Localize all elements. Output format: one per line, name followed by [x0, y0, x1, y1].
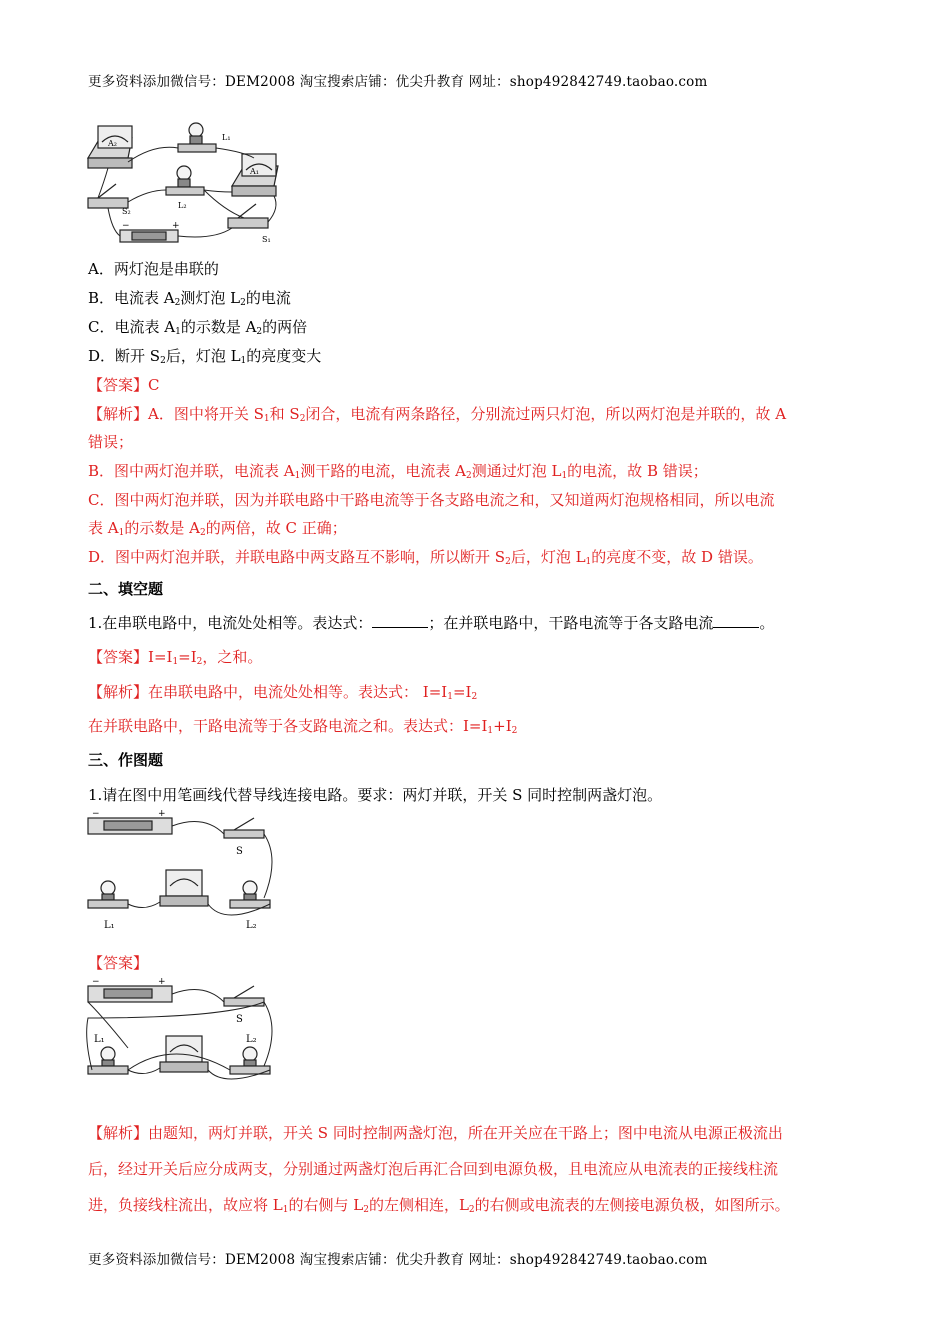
label-l1: L₁	[104, 920, 115, 931]
label-s1: S₁	[262, 235, 271, 244]
page-header: 更多资料添加微信号：DEM2008 淘宝搜索店铺：优尖升教育 网址：shop492842749.taobao.com	[88, 74, 708, 90]
bulb-l1	[178, 123, 216, 152]
switch-s2	[88, 184, 128, 208]
analysis-2-a: 【解析】在串联电路中，电流处处相等。表达式： $I=I_1=I_2$	[88, 683, 478, 702]
answer-3: 【答案】	[88, 954, 149, 972]
label-minus: −	[92, 978, 100, 987]
analysis-1-c-cont: 表 $A_1$的示数是 $A_2$的两倍，故 C 正确；	[88, 519, 347, 538]
label-plus: +	[158, 978, 166, 987]
answer-2: 【答案】$I=I_1=I_2$，之和。	[88, 648, 263, 667]
option-b: B．电流表 $A_2$测灯泡 $L_2$的电流	[88, 289, 291, 308]
question-drawing: 1.请在图中用笔画线代替导线连接电路。要求：两灯并联，开关 S 同时控制两盏灯泡。	[88, 786, 663, 804]
switch-s	[224, 818, 264, 838]
switch-s1	[228, 204, 268, 228]
analysis-1-c: C．图中两灯泡并联，因为并联电路中干路电流等于各支路电流之和，又知道两灯泡规格相同，所以电流	[88, 491, 775, 509]
label-l2: L₂	[178, 201, 187, 210]
battery	[88, 986, 172, 1002]
answer-1: 【答案】C	[88, 376, 160, 394]
label-a1: A₁	[250, 167, 259, 176]
analysis-1-a: 【解析】A．图中将开关 $S_1$和 $S_2$闭合，电流有两条路径，分别流过两只灯泡，所以两灯泡是并联的，故 A	[88, 405, 787, 424]
switch-s	[224, 986, 264, 1006]
analysis-1-a-cont: 错误；	[88, 433, 134, 451]
label-l1: L₁	[222, 133, 231, 142]
option-c: C．电流表 $A_1$的示数是 $A_2$的两倍	[88, 318, 308, 337]
analysis-3-line-3: 进，负接线柱流出，故应将 $L_1$的右侧与 $L_2$的左侧相连，$L_2$的右侧或电流表的左侧接电源负极，如图所示。	[88, 1196, 790, 1215]
label-minus: −	[92, 809, 100, 819]
label-l1: L₁	[94, 1034, 105, 1045]
label-minus: −	[122, 221, 130, 231]
label-plus: +	[172, 221, 180, 231]
label-a2: A₂	[108, 139, 117, 148]
label-l2: L₂	[246, 1034, 257, 1045]
analysis-3-line-2: 后，经过开关后应分成两支，分别通过两盏灯泡后再汇合回到电源负极，且电流应从电流表的正接线柱流	[88, 1160, 779, 1178]
bulb-l2	[230, 881, 270, 908]
section-fill-blank: 二、填空题	[88, 580, 164, 598]
analysis-1-d: D．图中两灯泡并联，并联电路中两支路互不影响，所以断开 $S_2$后，灯泡 $L_1$的亮度不变，故 D 错误。	[88, 548, 763, 567]
question-fill-blank: 1.在串联电路中，电流处处相等。表达式： ；在并联电路中，干路电流等于各支路电流 。	[88, 614, 775, 632]
circuit-figure-1	[84, 118, 284, 248]
analysis-1-b: B．图中两灯泡并联，电流表 $A_1$测干路的电流，电流表 $A_2$测通过灯泡 $L_1$的电流，故 B 错误；	[88, 462, 708, 481]
bulb-l1	[88, 1047, 128, 1074]
circuit-figure-2	[84, 808, 284, 936]
option-d: D．断开 $S_2$后，灯泡 $L_1$的亮度变大	[88, 347, 322, 366]
section-drawing: 三、作图题	[88, 751, 164, 769]
label-l2: L₂	[246, 920, 257, 931]
battery	[120, 230, 178, 242]
option-a: A．两灯泡是串联的	[88, 260, 219, 278]
label-s: S	[236, 1014, 243, 1025]
label-s: S	[236, 846, 243, 857]
analysis-2-b: 在并联电路中，干路电流等于各支路电流之和。表达式：$I=I_1+I_2$	[88, 717, 518, 736]
label-s2: S₂	[122, 207, 131, 216]
bulb-l1	[88, 881, 128, 908]
label-plus: +	[158, 809, 166, 819]
ammeter	[160, 870, 208, 906]
circuit-figure-answer	[84, 978, 284, 1090]
battery	[88, 818, 172, 834]
page-footer: 更多资料添加微信号：DEM2008 淘宝搜索店铺：优尖升教育 网址：shop492842749.taobao.com	[88, 1252, 708, 1268]
analysis-3-line-1: 【解析】由题知，两灯并联，开关 S 同时控制两盏灯泡，所在开关应在干路上；图中电流从电源正极流出	[88, 1124, 783, 1142]
bulb-l2	[166, 166, 204, 195]
bulb-l2	[230, 1047, 270, 1074]
